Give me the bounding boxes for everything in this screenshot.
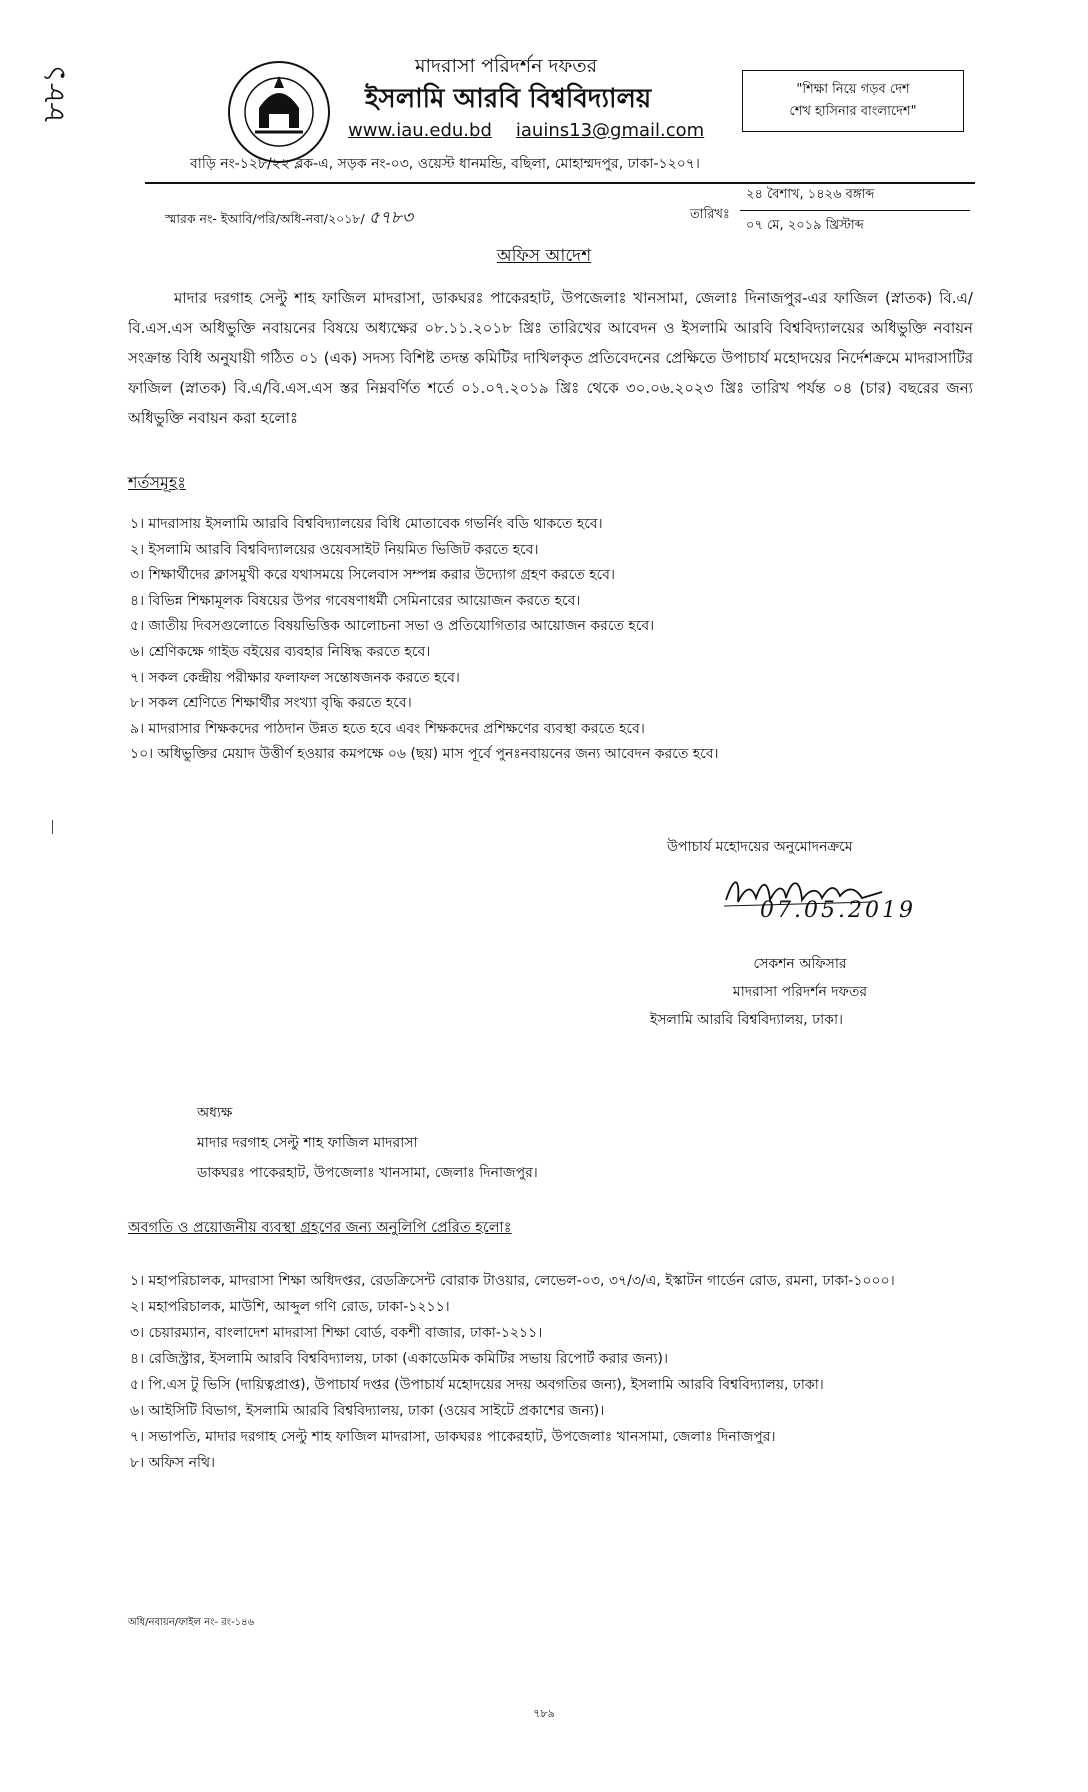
- condition-item: ৭। সকল কেন্দ্রীয় পরীক্ষার ফলাফল সন্তোষজনক করতে হবে।: [130, 669, 460, 686]
- copy-item: ৭। সভাপতি, মাদার দরগাহ সেল্টু শাহ ফাজিল মাদরাসা, ডাকঘরঃ পাকেরহাট, উপজেলাঃ খানসামা, জেলাঃ দিনাজপুর।: [130, 1429, 776, 1445]
- signature-date: 07.05.2019: [760, 898, 916, 923]
- date-bangla: ২৪ বৈশাখ, ১৪২৬ বঙ্গাব্দ: [740, 180, 970, 211]
- university-name: ইসলামি আরবি বিশ্ববিদ্যালয়: [365, 84, 652, 114]
- memo-label: স্মারক নং- ইআবি/পরি/অধি-নবা/২০১৮/: [165, 211, 365, 226]
- condition-item: ১। মাদরাসায় ইসলামি আরবি বিশ্ববিদ্যালয়ের বিধি মোতাবেক গভর্নিং বডি থাকতে হবে।: [130, 516, 603, 532]
- condition-item: ৬। শ্রেণিকক্ষে গাইড বইয়ের ব্যবহার নিষিদ্ধ করতে হবে।: [130, 643, 431, 660]
- addressee-line: মাদার দরগাহ সেল্টু শাহ ফাজিল মাদরাসা: [197, 1135, 418, 1151]
- memo-number: [165, 205, 413, 233]
- condition-item: ২। ইসলামি আরবি বিশ্ববিদ্যালয়ের ওয়েবসাইট নিয়মিত ভিজিট করতে হবে।: [130, 541, 539, 558]
- email-link[interactable]: iauins13@gmail.com: [515, 120, 705, 141]
- signatory-block: [650, 950, 940, 1034]
- copy-item: ৩। চেয়ারম্যান, বাংলাদেশ মাদরাসা শিক্ষা বোর্ড, বকশী বাজার, ঢাকা-১২১১।: [130, 1325, 543, 1341]
- condition-item: ৪। বিভিন্ন শিক্ষামূলক বিষয়ের উপর গবেষণাধর্মী সেমিনারের আয়োজন করতে হবে।: [130, 592, 581, 609]
- copy-item: ২। মহাপরিচালক, মাউশি, আব্দুল গণি রোড, ঢাকা-১২১১।: [130, 1299, 450, 1315]
- university-logo: [225, 58, 333, 166]
- copy-item: ৬। আইসিটি বিভাগ, ইসলামি আরবি বিশ্ববিদ্যালয়, ঢাকা (ওয়েব সাইটে প্রকাশের জন্য)।: [130, 1403, 605, 1419]
- signatory-institution: ইসলামি আরবি বিশ্ববিদ্যালয়, ঢাকা।: [650, 1012, 844, 1028]
- copy-list-title: অবগতি ও প্রয়োজনীয় ব্যবস্থা গ্রহণের জন্য অনুলিপি প্রেরিত হলোঃ: [128, 1220, 512, 1236]
- slogan-box: [742, 70, 964, 132]
- conditions-title: শর্তসমূহঃ: [128, 473, 186, 492]
- slogan-line: "শিক্ষা নিয়ে গড়ব দেশ: [796, 82, 910, 97]
- slogan-line: শেখ হাসিনার বাংলাদেশ": [789, 104, 917, 119]
- addressee-line: অধ্যক্ষ: [197, 1105, 233, 1121]
- condition-item: ৫। জাতীয় দিবসগুলোতে বিষয়ভিত্তিক আলোচনা সভা ও প্রতিযোগিতার আয়োজন করতে হবে।: [130, 618, 655, 635]
- condition-item: ১০। অধিভুক্তির মেয়াদ উত্তীর্ণ হওয়ার কমপক্ষে ০৬ (ছয়) মাস পূর্বে পুনঃনবায়নের জন্য আবেদন করতে হবে।: [130, 746, 719, 763]
- addressee-line: ডাকঘরঃ পাকেরহাট, উপজেলাঃ খানসামা, জেলাঃ দিনাজপুর।: [197, 1165, 538, 1181]
- signatory-office: মাদরাসা পরিদর্শন দফতর: [732, 984, 868, 1000]
- website-link[interactable]: www.iau.edu.bd: [348, 120, 492, 141]
- copy-item: ৫। পি.এস টু ভিসি (দায়িত্বপ্রাপ্ত), উপাচার্য দপ্তর (উপাচার্য মহোদয়ের সদয় অবগতির জন্য), ইসলামি আরবি বিশ্ববিদ্যালয়, ঢাকা।: [130, 1377, 824, 1393]
- memo-handwritten-number: ৫৭৮৩: [368, 208, 413, 228]
- date-box: [740, 180, 970, 241]
- office-name: মাদরাসা পরিদর্শন দফতর: [415, 55, 598, 77]
- condition-item: ৮। সকল শ্রেণিতে শিক্ষার্থীর সংখ্যা বৃদ্ধি করতে হবে।: [130, 695, 412, 712]
- addressee-block: [197, 1098, 538, 1188]
- date-label: তারিখঃ: [690, 207, 730, 222]
- copy-list: [130, 1268, 980, 1476]
- document-title-text: অফিস আদেশ: [496, 246, 592, 266]
- copy-item: ১। মহাপরিচালক, মাদরাসা শিক্ষা অধিদপ্তর, রেডক্রিসেন্ট বোরাক টাওয়ার, লেভেল-০৩, ৩৭/৩/এ, ইস্কাটন গার্ডেন রোড, রমনা, ঢাকা-১০০০।: [130, 1273, 895, 1289]
- condition-item: ৩। শিক্ষার্থীদের ক্লাসমুখী করে যথাসময়ে সিলেবাস সম্পন্ন করার উদ্যোগ গ্রহণ করতে হবে।: [130, 567, 615, 584]
- handwritten-page-number: ৮৮১: [37, 63, 72, 122]
- body-paragraph: মাদার দরগাহ সেল্টু শাহ ফাজিল মাদরাসা, ডাকঘরঃ পাকেরহাট, উপজেলাঃ খানসামা, জেলাঃ দিনাজপুর-এর ফাজিল (স্নাতক) বি.এ/বি.এস.এস অধিভুক্তি নবায়নের বিষয়ে অধ্যক্ষের ০৮.১১.২০১৮ খ্রিঃ তারিখের আবেদন ও ইসলামি আরবি বিশ্ববিদ্যালয়ের অধিভুক্তি নবায়ন সংক্রান্ত বিধি অনুযায়ী গঠিত ০১ (এক) সদস্য বিশিষ্ট তদন্ত কমিটির দাখিলকৃত প্রতিবেদনের প্রেক্ষিতে উপাচার্য মহোদয়ের নির্দেশক্রমে মাদরাসাটির ফাজিল (স্নাতক) বি.এ/বি.এস.এস স্তর নিম্নবর্ণিত শর্তে ০১.০৭.২০১৯ খ্রিঃ থেকে ৩০.০৬.২০২৩ খ্রিঃ তারিখ পর্যন্ত ০৪ (চার) বছরের জন্য অধিভুক্তি নবায়ন করা হলোঃ: [128, 289, 973, 427]
- page-number: ৭৮৯: [533, 1707, 555, 1720]
- copy-item: ৪। রেজিস্ট্রার, ইসলামি আরবি বিশ্ববিদ্যালয়, ঢাকা (একাডেমিক কমিটির সভায় রিপোর্ট করার জন্য)।: [130, 1351, 668, 1367]
- copy-item: ৮। অফিস নথি।: [130, 1455, 216, 1471]
- date-english: ০৭ মে, ২০১৯ খ্রিস্টাব্দ: [746, 218, 864, 233]
- file-reference: অধি/নবায়ন/ফাইল নং- রং-১৪৬: [128, 1617, 255, 1628]
- margin-mark: [52, 820, 53, 834]
- approval-line: উপাচার্য মহোদয়ের অনুমোদনক্রমে: [667, 839, 853, 855]
- signatory-designation: সেকশন অফিসার: [753, 956, 847, 972]
- document-title: [0, 243, 1088, 271]
- office-address: বাড়ি নং-১২৮/২২ ব্লক-এ, সড়ক নং-০৩, ওয়েস্ট ধানমন্ডি, বছিলা, মোহাম্মদপুর, ঢাকা-১২০৭।: [190, 156, 700, 172]
- condition-item: ৯। মাদরাসার শিক্ষকদের পাঠদান উন্নত হতে হবে এবং শিক্ষকদের প্রশিক্ষণের ব্যবস্থা করতে হবে।: [130, 720, 645, 737]
- conditions-list: [130, 512, 980, 768]
- contact-line: [348, 120, 728, 141]
